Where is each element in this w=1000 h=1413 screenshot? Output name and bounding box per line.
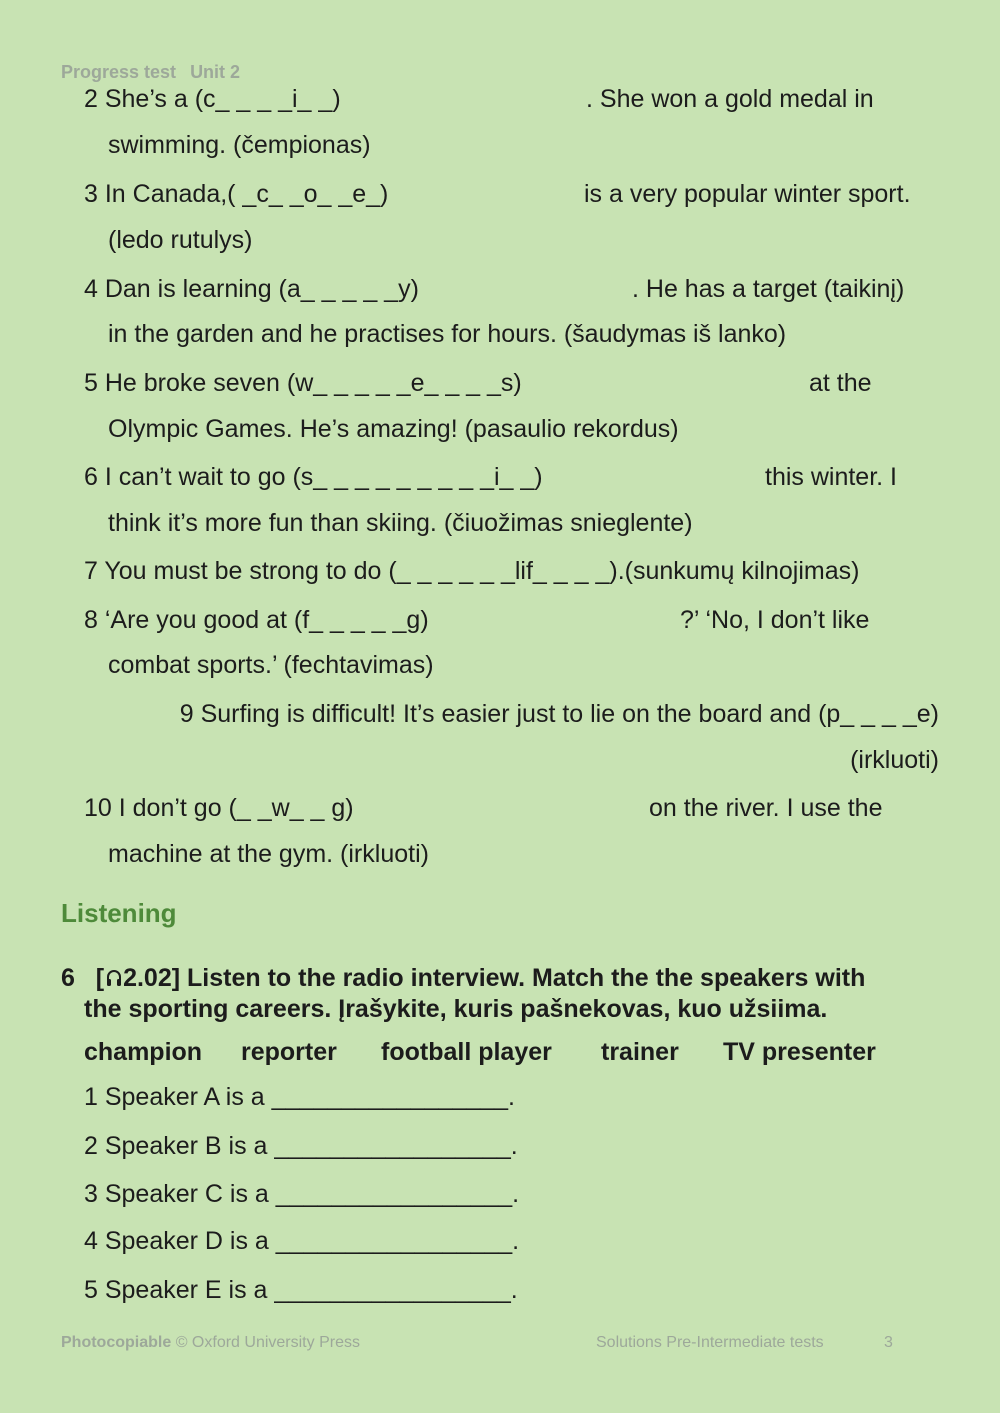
instruction-line-2: the sporting careers. Įrašykite, kuris pašnekovas, kuo užsiima. xyxy=(84,995,828,1023)
item-4-end: . He has a target (taikinį) xyxy=(632,275,905,303)
header-title: Progress test xyxy=(61,62,177,82)
headphones-icon xyxy=(106,969,122,987)
publisher: © Oxford University Press xyxy=(175,1334,360,1351)
speaker-e-answer[interactable]: 5 Speaker E is a _________________. xyxy=(84,1276,518,1304)
speaker-c-answer[interactable]: 3 Speaker C is a _________________. xyxy=(84,1180,520,1208)
footer-copyright xyxy=(61,1334,360,1352)
instruction-line-1: Listen to the radio interview. Match the the speakers with xyxy=(187,964,866,992)
speaker-d-answer[interactable]: 4 Speaker D is a _________________. xyxy=(84,1227,520,1255)
page-header xyxy=(61,62,240,83)
page-number: 3 xyxy=(884,1334,893,1351)
task-instruction xyxy=(61,963,865,993)
item-6-start: 6 I can’t wait to go (s_ _ _ _ _ _ _ _ _i_ _) xyxy=(84,463,543,491)
item-9: 9 Surfing is difficult! It’s easier just to lie on the board and (p_ _ _ _e) xyxy=(179,700,939,728)
item-5-start: 5 He broke seven (w_ _ _ _ _e_ _ _ _s) xyxy=(84,369,522,397)
item-7: 7 You must be strong to do (_ _ _ _ _ _lif_ _ _ _).(sunkumų kilnojimas) xyxy=(84,557,860,585)
photocopiable-label: Photocopiable xyxy=(61,1334,172,1351)
speaker-a-answer[interactable]: 1 Speaker A is a _________________. xyxy=(84,1083,515,1111)
word-trainer: trainer xyxy=(601,1038,679,1066)
word-football-player: football player xyxy=(381,1038,552,1066)
item-8-start: 8 ‘Are you good at (f_ _ _ _ _g) xyxy=(84,606,429,634)
item-10-end: on the river. I use the xyxy=(649,794,883,822)
item-2-start: 2 She’s a (c_ _ _ _i_ _) xyxy=(84,85,341,113)
item-6-cont: think it’s more fun than skiing. (čiuožimas snieglente) xyxy=(108,509,693,537)
item-6-end: this winter. I xyxy=(765,463,897,491)
item-3-cont: (ledo rutulys) xyxy=(108,226,253,254)
item-10-cont: machine at the gym. (irkluoti) xyxy=(108,840,429,868)
item-9-cont: (irkluoti) xyxy=(850,746,939,774)
item-8-end: ?’ ‘No, I don’t like xyxy=(680,606,870,634)
word-reporter: reporter xyxy=(241,1038,337,1066)
header-unit: Unit 2 xyxy=(190,62,241,82)
footer-series: Solutions Pre-Intermediate tests xyxy=(596,1334,824,1351)
item-3-start: 3 In Canada,( _c_ _o_ _e_) xyxy=(84,180,389,208)
item-4-start: 4 Dan is learning (a_ _ _ _ _y) xyxy=(84,275,419,303)
item-3-end: is a very popular winter sport. xyxy=(584,180,911,208)
item-8-cont: combat sports.’ (fechtavimas) xyxy=(108,651,434,679)
item-10-start: 10 I don’t go (_ _w_ _ g) xyxy=(84,794,354,822)
item-2-cont: swimming. (čempionas) xyxy=(108,131,371,159)
track-bracket: [ xyxy=(95,964,105,992)
listening-heading: Listening xyxy=(61,898,177,928)
item-5-cont: Olympic Games. He’s amazing! (pasaulio rekordus) xyxy=(108,415,679,443)
item-2-end: . She won a gold medal in xyxy=(586,85,874,113)
item-4-cont: in the garden and he practises for hours. (šaudymas iš lanko) xyxy=(108,320,787,348)
speaker-b-answer[interactable]: 2 Speaker B is a _________________. xyxy=(84,1132,518,1160)
track-code: 2.02] xyxy=(123,964,181,992)
word-tv-presenter: TV presenter xyxy=(723,1038,876,1066)
item-5-end: at the xyxy=(809,369,872,397)
word-champion: champion xyxy=(84,1038,203,1066)
task-number: 6 xyxy=(61,964,75,992)
